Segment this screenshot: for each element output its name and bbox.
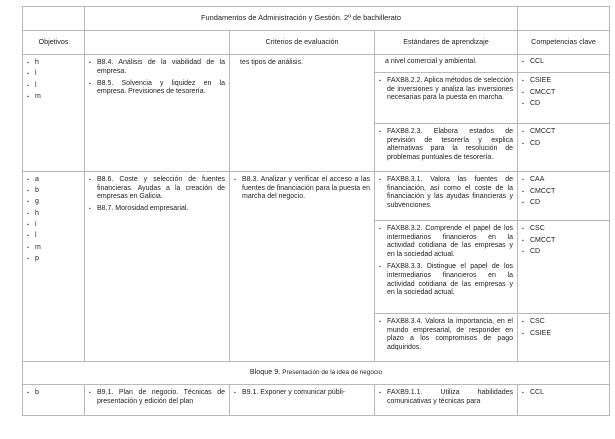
list-item: ▪ CAA [522, 176, 605, 185]
competencias-cell [518, 220, 610, 313]
objetivos-cell [23, 384, 85, 415]
list-item: ▪ B8.5. Solvencia y liquidez en la empresa. Previsiones de tesorería. [89, 80, 225, 98]
competencias-cell [518, 55, 610, 73]
list-item: ▪ B8.4. Análisis de la viabilidad de la empresa. [89, 59, 225, 77]
list-item: ▪ b [27, 389, 80, 398]
estandar-cell [375, 72, 518, 123]
list-item: ▪ CD [522, 140, 605, 149]
contenidos-cell [85, 171, 230, 361]
table-row [23, 384, 610, 415]
list-item: ▪ h [27, 210, 80, 219]
list-item: ▪ B8.3. Analizar y verificar el acceso a las fuentes de financiación para la puesta en marcha del negocio. [234, 176, 370, 202]
list-item: ▪ g [27, 198, 80, 207]
list-item: ▪ p [27, 255, 80, 264]
list-item: ▪ FAXB8.3.3. Distingue el papel de los intermediarios financieros en la actividad cotidiana de las empresas y en la sociedad actual. [379, 263, 513, 298]
list-item: ▪ CMCCT [522, 89, 605, 98]
estandar-cell [375, 55, 518, 73]
bloque-number: Bloque 9. [249, 366, 281, 376]
list-item: ▪ l [27, 82, 80, 91]
header-competencias: Competencias clave [518, 31, 610, 55]
list-item: ▪ m [27, 244, 80, 253]
list-item: ▪ CD [522, 199, 605, 208]
bloque-subtitle: Presentación de la idea de negocio [282, 368, 383, 376]
competencias-cell [518, 123, 610, 171]
list-item: ▪ FAXB8.3.4. Valora la importancia, en el mundo empresarial, de responder en plazo a los compromisos de pago adquiridos. [379, 318, 513, 353]
contenidos-cell [85, 55, 230, 172]
list-item: ▪ FAXB8.3.1. Valora las fuentes de financiación, así como el coste de la financiación y las ayudas financieras y subvenciones. [379, 176, 513, 211]
list-item: ▪ l [27, 232, 80, 241]
competencias-cell [518, 72, 610, 123]
title-row [23, 7, 610, 31]
header-contenidos [85, 31, 230, 55]
list-item: ▪ a [27, 176, 80, 185]
header-row [23, 31, 610, 55]
list-item: ▪ FAXB8.2.2. Aplica métodos de selección de inversiones y analiza las inversiones necesarias para la puesta en marcha. [379, 77, 513, 103]
list-item: ▪ l [27, 70, 80, 79]
criterio-cell [230, 171, 375, 361]
competencias-cell [518, 313, 610, 361]
header-objetivos: Objetivos [23, 31, 85, 55]
competencias-cell [518, 384, 610, 415]
table-row [23, 171, 610, 220]
list-item: ▪ FAXB8.2.3. Elabora estados de previsión de tesorería y explica alternativas para la resolución de problemas puntuales de tesorería. [379, 128, 513, 163]
criterio-cell [230, 55, 375, 172]
list-item: ▪ B8.6. Coste y selección de fuentes financieras. Ayudas a la creación de empresas en Galicia. [89, 176, 225, 202]
list-item: ▪ FAXB8.3.2. Comprende el papel de los intermediarios financieros en la actividad cotidiana de las empresas y en la sociedad actual. [379, 225, 513, 260]
estandar-cell [375, 384, 518, 415]
list-item: ▪ FAXB9.1.1. Utiliza habilidades comunicativas y técnicas para [379, 389, 513, 407]
objetivos-cell [23, 171, 85, 361]
list-item: ▪ B9.1. Exponer y comunicar públi- [234, 389, 370, 398]
bloque-heading [23, 361, 610, 384]
list-item: ▪ B9.1. Plan de negocio. Técnicas de presentación y edición del plan [89, 389, 225, 407]
contenidos-cell [85, 384, 230, 415]
table-row [23, 55, 610, 73]
list-item: ▪ CSIEE [522, 77, 605, 86]
corner-cell [23, 7, 85, 31]
list-item: ▪ CMCCT [522, 237, 605, 246]
bloque-row [23, 361, 610, 384]
estandar-cell [375, 220, 518, 313]
list-item: ▪ CMCCT [522, 188, 605, 197]
list-item: ▪ h [27, 59, 80, 68]
criterio-text: tes tipos de análisis. [240, 59, 304, 66]
list-item: ▪ CCL [522, 389, 605, 398]
list-item: ▪ CD [522, 100, 605, 109]
estandar-text: a nivel comercial y ambiental. [385, 58, 477, 65]
list-item: ▪ CMCCT [522, 128, 605, 137]
list-item: ▪ CD [522, 248, 605, 257]
header-criterios: Criterios de evaluación [230, 31, 375, 55]
list-item: ▪ B8.7. Morosidad empresarial. [89, 205, 225, 214]
table-title: Fundamentos de Administración y Gestión. 2º de bachillerato [85, 7, 518, 31]
estandar-cell [375, 171, 518, 220]
corner-cell-right [518, 7, 610, 31]
list-item: ▪ CCL [522, 58, 605, 67]
list-item: ▪ b [27, 187, 80, 196]
estandar-cell [375, 313, 518, 361]
competencias-cell [518, 171, 610, 220]
estandar-cell [375, 123, 518, 171]
objetivos-cell [23, 55, 85, 172]
header-estandares: Estándares de aprendizaje [375, 31, 518, 55]
list-item: ▪ i [27, 221, 80, 230]
curriculum-table [22, 6, 610, 416]
list-item: ▪ CSIEE [522, 330, 605, 339]
list-item: ▪ CSC [522, 318, 605, 327]
criterio-cell [230, 384, 375, 415]
list-item: ▪ m [27, 93, 80, 102]
list-item: ▪ CSC [522, 225, 605, 234]
